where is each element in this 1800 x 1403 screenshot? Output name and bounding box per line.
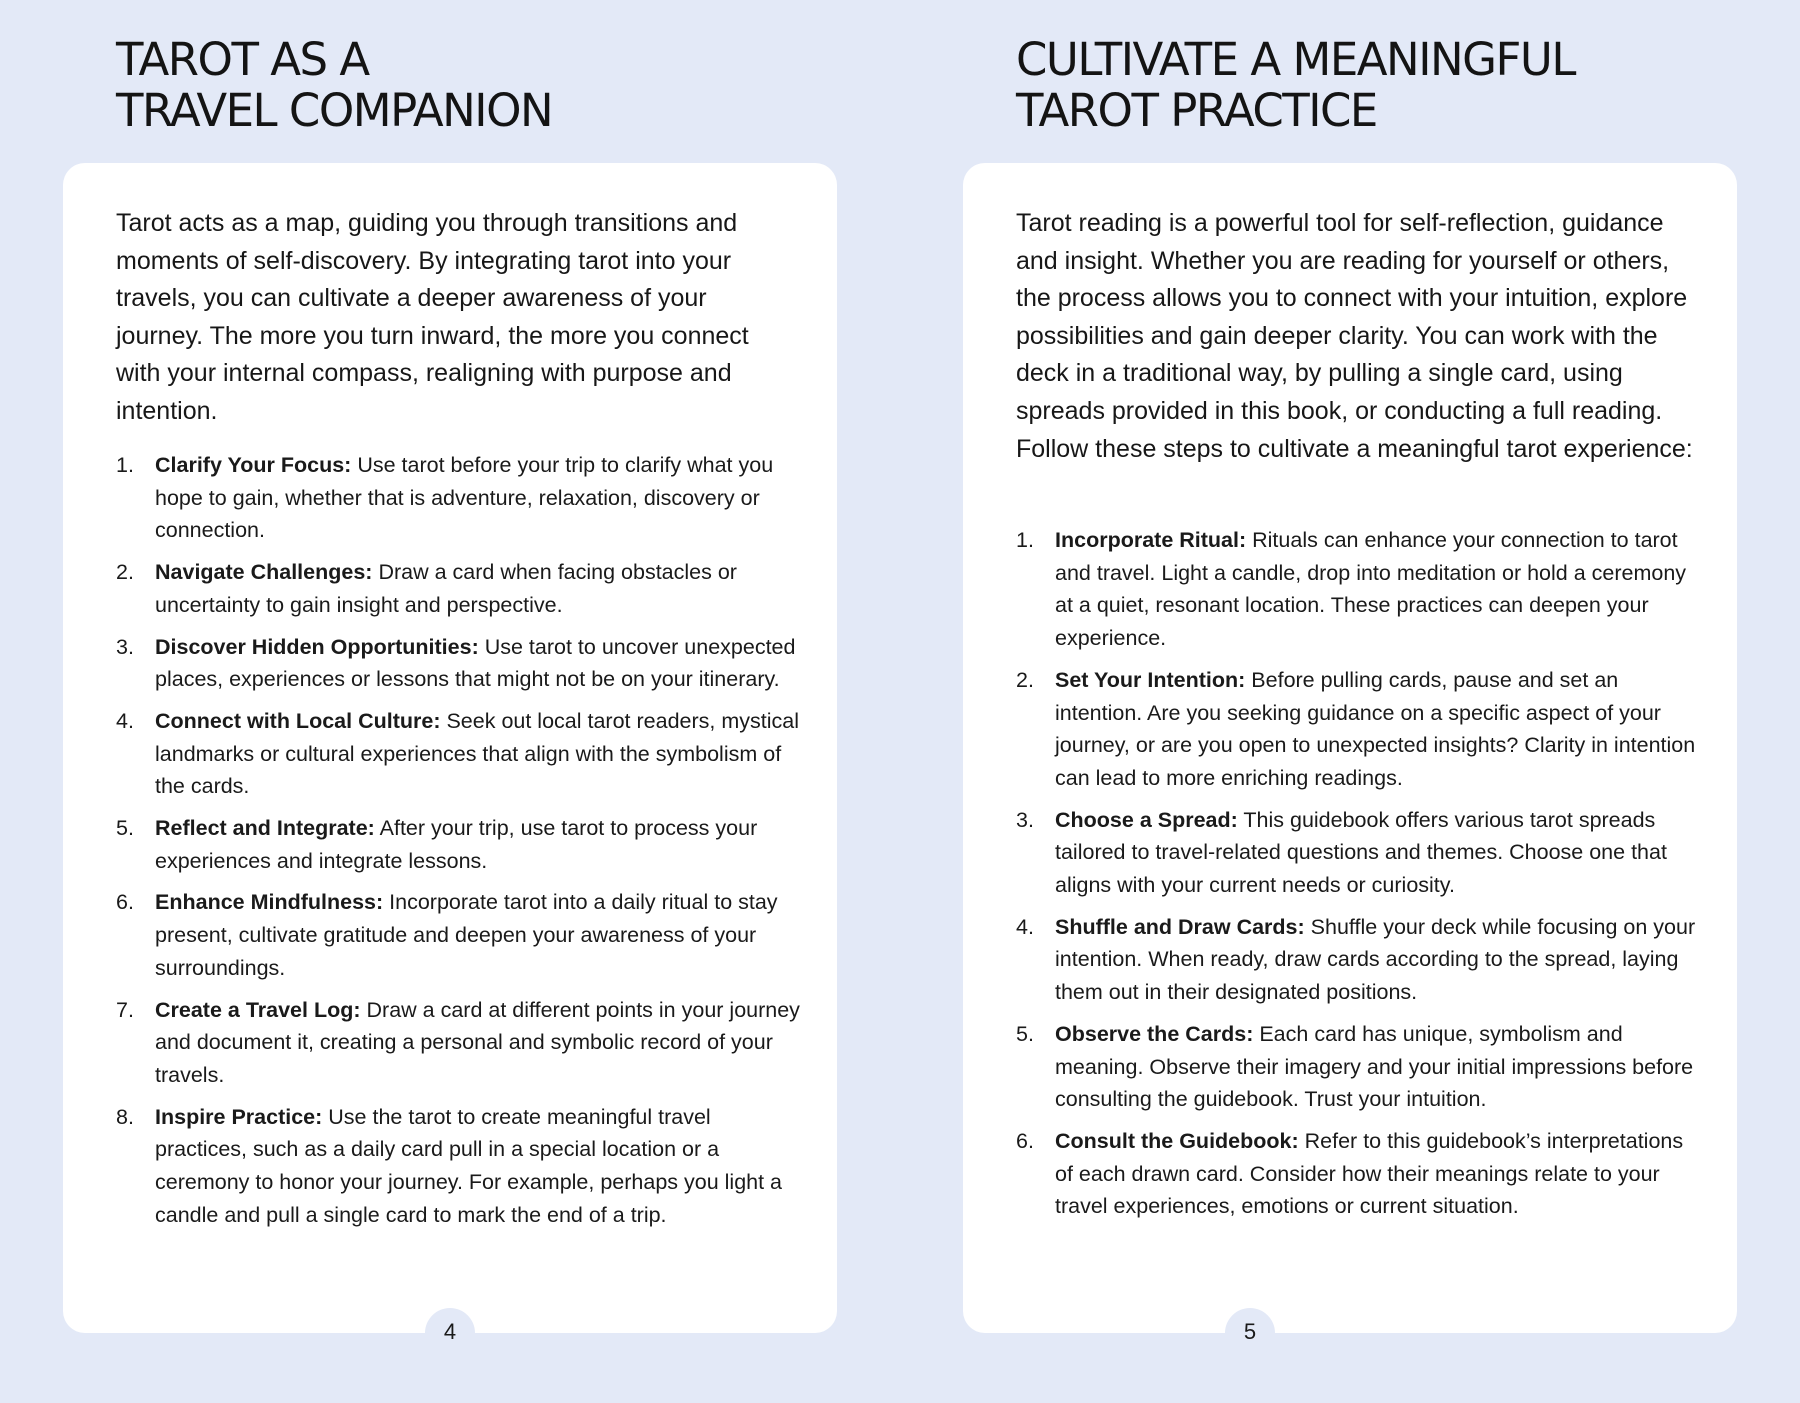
steps-list: [116, 449, 806, 1240]
list-item: [116, 705, 806, 803]
step-title: Discover Hidden Opportunities:: [155, 634, 479, 659]
step-title: Enhance Mindfulness:: [155, 890, 384, 915]
step-title: Reflect and Integrate:: [155, 816, 375, 841]
step-text: Use tarot before your trip to clarify what you hope to gain, whether that is adventure, relaxation, discovery or connection.: [155, 453, 774, 543]
step-title: Create a Travel Log:: [155, 997, 361, 1022]
step-number: 6.: [1016, 1128, 1034, 1153]
step-number: 8.: [116, 1104, 134, 1129]
step-title: Consult the Guidebook:: [1055, 1128, 1299, 1153]
page-number: 5: [1225, 1308, 1275, 1358]
step-number: 5.: [1016, 1021, 1034, 1046]
step-text: Seek out local tarot readers, mystical landmarks or cultural experiences that align with the symbolism of the cards.: [155, 708, 799, 799]
step-text: Use tarot to uncover unexpected places, experiences or lessons that might not be on your itinerary.: [155, 634, 796, 692]
list-item: [116, 449, 806, 547]
list-item: [116, 812, 806, 877]
heading-line: TRAVEL COMPANION: [116, 84, 553, 137]
step-title: Incorporate Ritual:: [1055, 528, 1247, 552]
list-item: [116, 1101, 806, 1232]
list-item: [1016, 524, 1706, 655]
step-text: Refer to this guidebook’s interpretations of each drawn card. Consider how their meanings relate to your travel experiences, emotions or current situation.: [1055, 1128, 1684, 1219]
step-text: Before pulling cards, pause and set an intention. Are you seeking guidance on a specific aspect of your journey, or are you open to unexpected insights? Clarity in intention can lead to more enriching readings.: [1055, 667, 1696, 790]
step-number: 6.: [116, 890, 134, 915]
step-text: Incorporate tarot into a daily ritual to stay present, cultivate gratitude and deepen your awareness of your surroundings.: [155, 890, 778, 980]
page-heading: [1016, 34, 1575, 136]
heading-line: CULTIVATE A MEANINGFUL: [1016, 33, 1575, 86]
step-number: 1.: [1016, 528, 1034, 552]
step-number: 4.: [116, 708, 134, 733]
step-number: 2.: [1016, 667, 1034, 692]
step-number: 4.: [1016, 914, 1034, 939]
step-number: 2.: [116, 560, 134, 585]
steps-list: [1016, 524, 1706, 1232]
list-item: [116, 631, 806, 696]
list-item: [116, 886, 806, 984]
heading-line: TAROT AS A: [116, 33, 369, 86]
step-title: Observe the Cards:: [1055, 1021, 1254, 1046]
step-title: Connect with Local Culture:: [155, 708, 441, 733]
step-title: Choose a Spread:: [1055, 807, 1238, 832]
step-title: Navigate Challenges:: [155, 560, 373, 585]
list-item: [116, 994, 806, 1092]
list-item: [1016, 1018, 1706, 1116]
list-item: [1016, 911, 1706, 1009]
step-text: Use the tarot to create meaningful travel practices, such as a daily card pull in a special location or a ceremony to honor your journey. For example, perhaps you light a candle and pull a single card to mark the end of a trip.: [155, 1104, 783, 1227]
list-item: [1016, 1125, 1706, 1223]
page-number: 4: [425, 1308, 475, 1358]
step-number: 3.: [1016, 807, 1034, 832]
step-title: Set Your Intention:: [1055, 667, 1246, 692]
step-number: 1.: [116, 453, 134, 477]
intro-paragraph: Tarot reading is a powerful tool for self-reflection, guidance and insight. Whether you are reading for yourself or others, the process allows you to connect with your intuition, explore possibilities and gain deeper clarity. You can work with the deck in a traditional way, by pulling a single card, using spreads provided in this book, or conducting a full reading. Follow these steps to cultivate a meaningful tarot experience:: [1016, 209, 1693, 463]
list-item: [1016, 804, 1706, 902]
step-text: Draw a card when facing obstacles or uncertainty to gain insight and perspective.: [155, 560, 737, 617]
step-title: Clarify Your Focus:: [155, 453, 352, 477]
step-text: This guidebook offers various tarot spreads tailored to travel-related questions and themes. Choose one that aligns with your current needs or curiosity.: [1055, 807, 1667, 898]
right-page: [900, 0, 1800, 1403]
step-text: Each card has unique, symbolism and meaning. Observe their imagery and your initial impressions before consulting the guidebook. Trust your intuition.: [1055, 1021, 1694, 1112]
heading-line: TAROT PRACTICE: [1016, 84, 1377, 137]
step-title: Inspire Practice:: [155, 1104, 323, 1129]
intro-paragraph: Tarot acts as a map, guiding you through transitions and moments of self-discovery. By integrating tarot into your travels, you can cultivate a deeper awareness of your journey. The more you turn inward, the more you connect with your internal compass, realigning with purpose and intention.: [116, 209, 749, 425]
step-number: 5.: [116, 816, 134, 841]
step-number: 3.: [116, 634, 134, 659]
step-number: 7.: [116, 997, 134, 1022]
page-heading: [116, 34, 552, 136]
list-item: [116, 556, 806, 621]
step-text: After your trip, use tarot to process your experiences and integrate lessons.: [155, 816, 758, 873]
step-text: Draw a card at different points in your journey and document it, creating a personal and symbolic record of your travels.: [155, 997, 800, 1087]
list-item: [1016, 664, 1706, 795]
step-title: Shuffle and Draw Cards:: [1055, 914, 1305, 939]
step-text: Rituals can enhance your connection to tarot and travel. Light a candle, drop into meditation or hold a ceremony at a quiet, resonant location. These practices can deepen your experience.: [1055, 528, 1687, 651]
step-text: Shuffle your deck while focusing on your intention. When ready, draw cards according to the spread, laying them out in their designated positions.: [1055, 914, 1696, 1005]
